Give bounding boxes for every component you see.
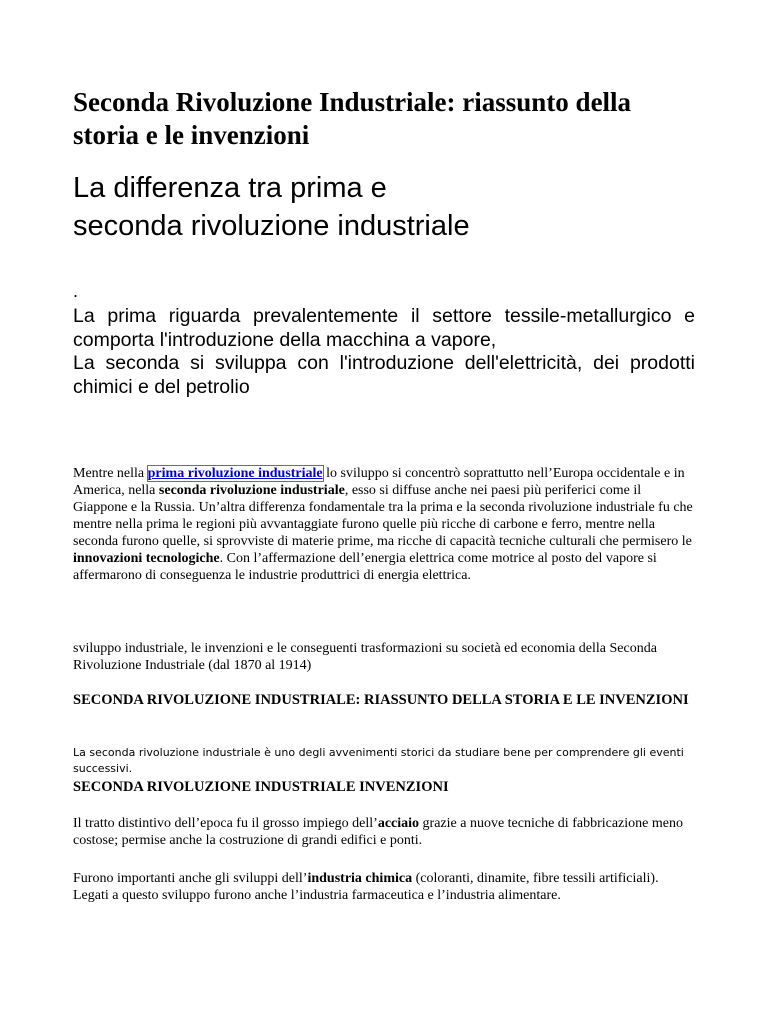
heading-riassunto: SECONDA RIVOLUZIONE INDUSTRIALE: RIASSUNTO DELLA STORIA E LE INVENZIONI xyxy=(73,692,689,708)
prima-rivoluzione-link[interactable]: prima rivoluzione industriale xyxy=(147,466,323,481)
bullet-dot: . xyxy=(73,281,79,301)
intro-note: La seconda rivoluzione industriale è uno degli avvenimenti storici da studiare bene per comprendere gli eventi successivi. xyxy=(73,746,684,775)
text-run: grazie a nuove tecniche di fabbricazione meno costose; permise anche la costruzione di grandi edifici e ponti. xyxy=(73,816,683,848)
bold-term: innovazioni tecnologiche xyxy=(73,551,220,566)
paragraph-chimica xyxy=(73,870,695,904)
paragraph-overview: sviluppo industriale, le invenzioni e le conseguenti trasformazioni su società ed economia della Seconda Rivoluzione Industriale (dal 1870 al 1914) xyxy=(73,641,657,673)
text-run: Furono importanti anche gli sviluppi dell’ xyxy=(73,871,308,886)
text-run: Il tratto distintivo dell’epoca fu il grosso impiego dell’ xyxy=(73,816,378,831)
text-run: (coloranti, dinamite, fibre tessili artificiali). Legati a questo sviluppo furono anche l’industria farmaceutica e l’industria alimentare. xyxy=(73,871,659,903)
lead-line-first: La prima riguarda prevalentemente il settore tessile-metallurgico e comporta l'introduzione della macchina a vapore, xyxy=(73,305,695,351)
paragraph-differences xyxy=(73,465,695,584)
heading-invenzioni: SECONDA RIVOLUZIONE INDUSTRIALE INVENZIONI xyxy=(73,779,449,795)
text-run: . Con l’affermazione dell’energia elettrica come motrice al posto del vapore si affermarono di conseguenza le industrie produttrici di energia elettrica. xyxy=(73,551,657,583)
document-title: Seconda Rivoluzione Industriale: riassunto della storia e le invenzioni xyxy=(73,87,632,150)
bold-term: industria chimica xyxy=(307,871,413,886)
paragraph-acciaio xyxy=(73,815,695,849)
bold-term: seconda rivoluzione industriale xyxy=(158,483,345,498)
lead-line-second: La seconda si sviluppa con l'introduzione dell'elettricità, dei prodotti chimici e del petrolio xyxy=(73,352,695,398)
bold-term: acciaio xyxy=(377,816,420,831)
text-run: , esso si diffuse anche nei paesi più periferici come il Giappone e la Russia. Un’altra differenza fondamentale tra la prima e la seconda rivoluzione industriale fu che mentre nella prima le regioni più avvantaggiate furono quelle più ricche di carbone e ferro, mentre nella seconda furono quelle, si sprovviste di materie prime, ma ricche di capacità tecniche culturali che permisero le xyxy=(73,483,693,549)
text-run: lo sviluppo si concentrò soprattutto nell’Europa occidentale e in America, nella xyxy=(73,466,685,498)
section-subtitle: La differenza tra prima e seconda rivoluzione industriale xyxy=(73,172,470,242)
text-run: Mentre nella xyxy=(73,466,148,481)
lead-paragraph xyxy=(73,305,695,399)
